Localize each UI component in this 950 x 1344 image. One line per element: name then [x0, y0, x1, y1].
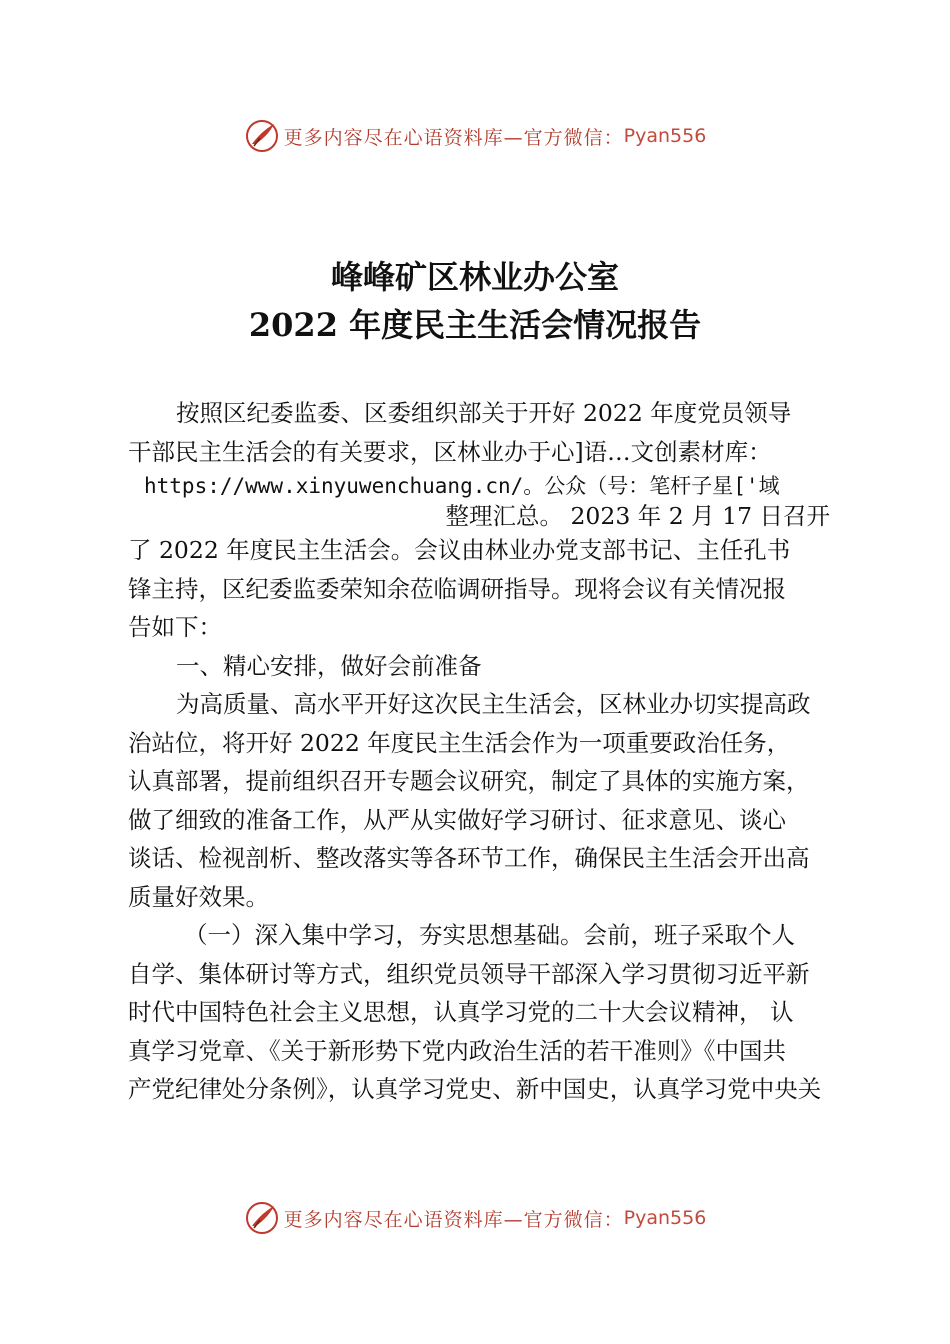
paragraph-line: 产党纪律处分条例》，认真学习党史、新中国史，认真学习党中央关 — [128, 1075, 822, 1103]
paragraph-line: 真学习党章、《关于新形势下党内政治生活的若干准则》《中国共 — [128, 1036, 786, 1065]
paragraph-line: 质量好效果。 — [128, 882, 269, 911]
document-body — [128, 394, 848, 1109]
watermark-banner-top — [0, 114, 950, 158]
quill-logo-icon — [244, 118, 280, 154]
paragraph-line: 时代中国特色社会主义思想，认真学习党的二十大会议精神， 认 — [128, 998, 794, 1026]
document-title-line1: 峰峰矿区林业办公室 — [330, 258, 619, 296]
paragraph-line: 整理汇总。 2023 年 2 月 17 日召开 — [445, 502, 830, 530]
paragraph-line: 锋主持，区纪委监委荣知余莅临调研指导。现将会议有关情况报 — [128, 574, 786, 603]
paragraph-line: 按照区纪委监委、区委组织部关于开好 2022 年度党员领导 — [176, 399, 792, 427]
section-heading: 一、精心安排，做好会前准备 — [176, 651, 482, 680]
paragraph-line: 谈话、检视剖析、整改落实等各环节工作，确保民主生活会开出高 — [128, 844, 810, 872]
paragraph-line: https://www.xinyuwenchuang.cn/。公众（号：笔杆子星['域 — [144, 474, 780, 498]
paragraph-line: 告如下： — [128, 613, 222, 641]
quill-logo-icon — [244, 1200, 280, 1236]
watermark-text: 更多内容尽在心语资料库—官方微信： — [283, 1208, 624, 1231]
paragraph-line: 治站位，将开好 2022 年度民主生活会作为一项重要政治任务， — [128, 728, 791, 757]
watermark-wechat-id: Pyan556 — [623, 1207, 707, 1229]
paragraph-line: 做了细致的准备工作，从严从实做好学习研讨、征求意见、谈心 — [128, 805, 786, 834]
paragraph-line: 为高质量、高水平开好这次民主生活会，区林业办切实提高政 — [176, 690, 811, 718]
watermark-wechat-id: Pyan556 — [623, 125, 707, 147]
watermark-text: 更多内容尽在心语资料库—官方微信： — [283, 126, 624, 149]
paragraph-line: 认真部署，提前组织召开专题会议研究，制定了具体的实施方案， — [128, 767, 810, 795]
paragraph-line: （一）深入集中学习，夯实思想基础。会前，班子采取个人 — [184, 921, 795, 949]
paragraph-line: 干部民主生活会的有关要求，区林业办于心]语…文创素材库： — [128, 437, 772, 466]
paragraph-line: 自学、集体研讨等方式，组织党员领导干部深入学习贯彻习近平新 — [128, 959, 810, 988]
watermark-banner-bottom — [0, 1196, 950, 1240]
document-title-line2: 2022 年度民主生活会情况报告 — [248, 306, 702, 344]
paragraph-line: 了 2022 年度民主生活会。会议由林业办党支部书记、主任孔书 — [128, 536, 791, 564]
